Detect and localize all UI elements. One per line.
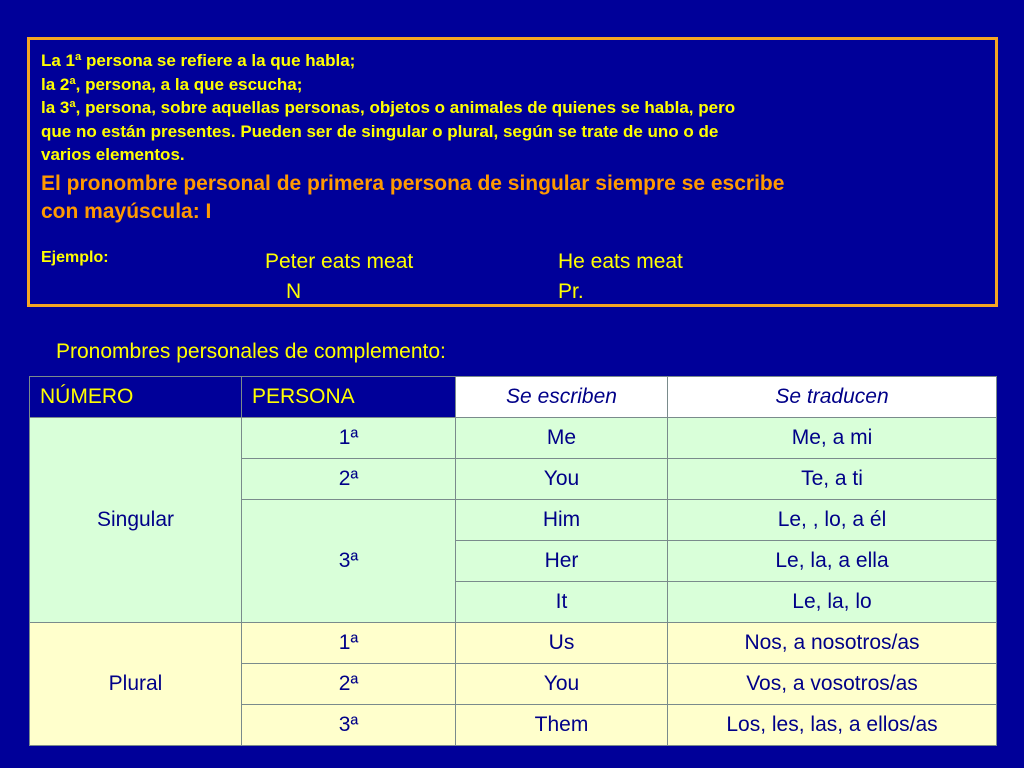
header-numero: NÚMERO [30, 377, 242, 418]
table-header-row [30, 377, 997, 418]
persona-cell: 2ª [242, 664, 456, 705]
plural-label: Plural [30, 623, 242, 746]
traducen-cell: Nos, a nosotros/as [668, 623, 997, 664]
escriben-cell: It [456, 582, 668, 623]
escriben-cell: Him [456, 500, 668, 541]
info-box [27, 37, 998, 307]
highlight-line-2: con mayúscula: I [41, 199, 212, 223]
highlight-line-1: El pronombre personal de primera persona de singular siempre se escribe [41, 171, 785, 195]
traducen-cell: Me, a mi [668, 418, 997, 459]
info-text [41, 49, 987, 226]
escriben-cell: Them [456, 705, 668, 746]
traducen-cell: Vos, a vosotros/as [668, 664, 997, 705]
example-label: Ejemplo: [41, 249, 109, 266]
table-row [30, 623, 997, 664]
persona-cell: 3ª [242, 500, 456, 623]
escriben-cell: Us [456, 623, 668, 664]
persona-cell: 1ª [242, 623, 456, 664]
escriben-cell: Her [456, 541, 668, 582]
persona-cell: 1ª [242, 418, 456, 459]
info-line-5: varios elementos. [41, 145, 185, 164]
escriben-cell: You [456, 664, 668, 705]
header-persona: PERSONA [242, 377, 456, 418]
section-title: Pronombres personales de complemento: [56, 340, 446, 363]
persona-cell: 3ª [242, 705, 456, 746]
header-se-escriben: Se escriben [456, 377, 668, 418]
singular-label: Singular [30, 418, 242, 623]
table-row [30, 418, 997, 459]
info-line-1: La 1ª persona se refiere a la que habla; [41, 51, 356, 70]
info-line-4: que no están presentes. Pueden ser de singular o plural, según se trate de uno o de [41, 121, 719, 141]
example-sentence-2: He eats meat [558, 250, 683, 273]
traducen-cell: Le, la, a ella [668, 541, 997, 582]
traducen-cell: Los, les, las, a ellos/as [668, 705, 997, 746]
info-line-2: la 2ª, persona, a la que escucha; [41, 74, 303, 94]
example-tag-1: N [286, 280, 302, 303]
header-se-traducen: Se traducen [668, 377, 997, 418]
traducen-cell: Le, la, lo [668, 582, 997, 623]
traducen-cell: Le, , lo, a él [668, 500, 997, 541]
escriben-cell: You [456, 459, 668, 500]
example-tag-2: Pr. [558, 280, 584, 303]
persona-cell: 2ª [242, 459, 456, 500]
example-sentence-1: Peter eats meat [265, 250, 414, 273]
pronoun-table [29, 376, 997, 746]
escriben-cell: Me [456, 418, 668, 459]
traducen-cell: Te, a ti [668, 459, 997, 500]
info-line-3: la 3ª, persona, sobre aquellas personas, objetos o animales de quienes se habla, pero [41, 98, 736, 117]
